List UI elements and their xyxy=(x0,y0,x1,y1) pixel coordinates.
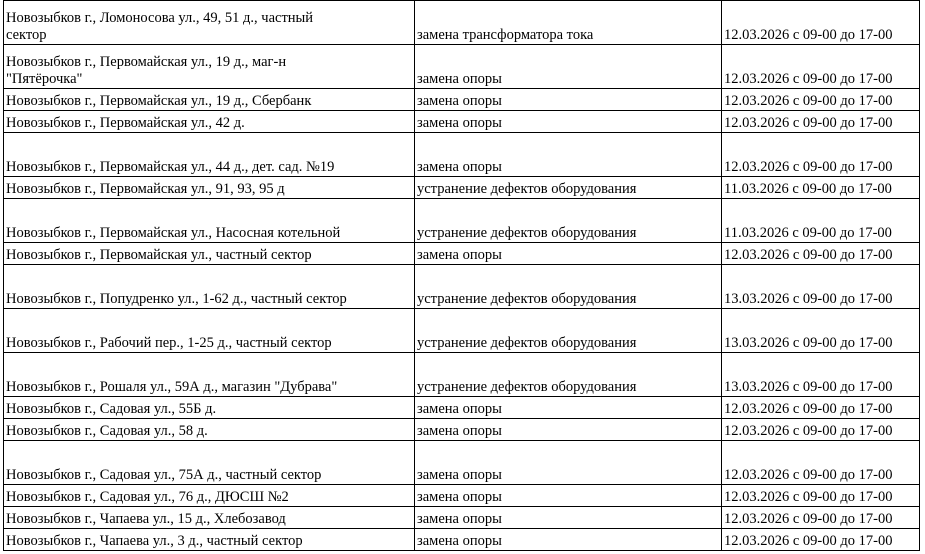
work-cell: замена трансформатора тока xyxy=(415,1,722,45)
work-cell: замена опоры xyxy=(415,45,722,89)
address-cell: Новозыбков г., Первомайская ул., 42 д. xyxy=(4,111,415,133)
table-row xyxy=(4,111,920,133)
work-cell: замена опоры xyxy=(415,133,722,177)
table-row xyxy=(4,353,920,397)
address-cell: Новозыбков г., Чапаева ул., 15 д., Хлебозавод xyxy=(4,507,415,529)
date-cell: 12.03.2026 с 09-00 до 17-00 xyxy=(722,507,920,529)
date-cell: 12.03.2026 с 09-00 до 17-00 xyxy=(722,89,920,111)
date-cell: 12.03.2026 с 09-00 до 17-00 xyxy=(722,529,920,551)
table-row xyxy=(4,529,920,551)
address-cell: Новозыбков г., Садовая ул., 75А д., частный сектор xyxy=(4,441,415,485)
work-cell: замена опоры xyxy=(415,419,722,441)
address-cell: Новозыбков г., Рабочий пер., 1-25 д., частный сектор xyxy=(4,309,415,353)
date-cell: 12.03.2026 с 09-00 до 17-00 xyxy=(722,243,920,265)
address-cell: Новозыбков г., Садовая ул., 58 д. xyxy=(4,419,415,441)
work-cell: замена опоры xyxy=(415,485,722,507)
date-cell: 12.03.2026 с 09-00 до 17-00 xyxy=(722,419,920,441)
address-cell: Новозыбков г., Первомайская ул., 91, 93, 95 д xyxy=(4,177,415,199)
date-cell: 13.03.2026 с 09-00 до 17-00 xyxy=(722,265,920,309)
table-row xyxy=(4,309,920,353)
table-row xyxy=(4,199,920,243)
address-cell: Новозыбков г., Чапаева ул., 3 д., частный сектор xyxy=(4,529,415,551)
work-cell: устранение дефектов оборудования xyxy=(415,199,722,243)
table-row xyxy=(4,89,920,111)
date-cell: 13.03.2026 с 09-00 до 17-00 xyxy=(722,353,920,397)
date-cell: 12.03.2026 с 09-00 до 17-00 xyxy=(722,485,920,507)
address-cell: Новозыбков г., Попудренко ул., 1-62 д., частный сектор xyxy=(4,265,415,309)
work-cell: замена опоры xyxy=(415,243,722,265)
work-cell: устранение дефектов оборудования xyxy=(415,265,722,309)
table-row xyxy=(4,397,920,419)
table-row xyxy=(4,419,920,441)
date-cell: 12.03.2026 с 09-00 до 17-00 xyxy=(722,133,920,177)
address-cell: Новозыбков г., Первомайская ул., 44 д., дет. сад. №19 xyxy=(4,133,415,177)
date-cell: 12.03.2026 с 09-00 до 17-00 xyxy=(722,111,920,133)
address-cell: Новозыбков г., Первомайская ул., Насосная котельной xyxy=(4,199,415,243)
table-row xyxy=(4,485,920,507)
address-cell: Новозыбков г., Ломоносова ул., 49, 51 д., частный сектор xyxy=(4,1,415,45)
work-cell: замена опоры xyxy=(415,441,722,485)
address-cell: Новозыбков г., Первомайская ул., 19 д., маг-н "Пятёрочка" xyxy=(4,45,415,89)
table-row xyxy=(4,441,920,485)
work-cell: замена опоры xyxy=(415,397,722,419)
address-cell: Новозыбков г., Рошаля ул., 59А д., магазин "Дубрава" xyxy=(4,353,415,397)
work-cell: замена опоры xyxy=(415,507,722,529)
address-cell: Новозыбков г., Садовая ул., 55Б д. xyxy=(4,397,415,419)
work-cell: устранение дефектов оборудования xyxy=(415,309,722,353)
work-cell: замена опоры xyxy=(415,89,722,111)
address-cell: Новозыбков г., Первомайская ул., 19 д., Сбербанк xyxy=(4,89,415,111)
table-row xyxy=(4,45,920,89)
work-cell: замена опоры xyxy=(415,111,722,133)
address-cell: Новозыбков г., Первомайская ул., частный сектор xyxy=(4,243,415,265)
date-cell: 11.03.2026 с 09-00 до 17-00 xyxy=(722,177,920,199)
table-row xyxy=(4,265,920,309)
work-cell: устранение дефектов оборудования xyxy=(415,353,722,397)
date-cell: 12.03.2026 с 09-00 до 17-00 xyxy=(722,45,920,89)
table-row xyxy=(4,1,920,45)
date-cell: 12.03.2026 с 09-00 до 17-00 xyxy=(722,397,920,419)
date-cell: 13.03.2026 с 09-00 до 17-00 xyxy=(722,309,920,353)
table-row xyxy=(4,177,920,199)
table-row xyxy=(4,133,920,177)
address-cell: Новозыбков г., Садовая ул., 76 д., ДЮСШ №2 xyxy=(4,485,415,507)
work-cell: устранение дефектов оборудования xyxy=(415,177,722,199)
work-cell: замена опоры xyxy=(415,529,722,551)
outage-schedule-table xyxy=(3,0,920,551)
date-cell: 12.03.2026 с 09-00 до 17-00 xyxy=(722,441,920,485)
table-row xyxy=(4,243,920,265)
date-cell: 12.03.2026 с 09-00 до 17-00 xyxy=(722,1,920,45)
date-cell: 11.03.2026 с 09-00 до 17-00 xyxy=(722,199,920,243)
table-row xyxy=(4,507,920,529)
